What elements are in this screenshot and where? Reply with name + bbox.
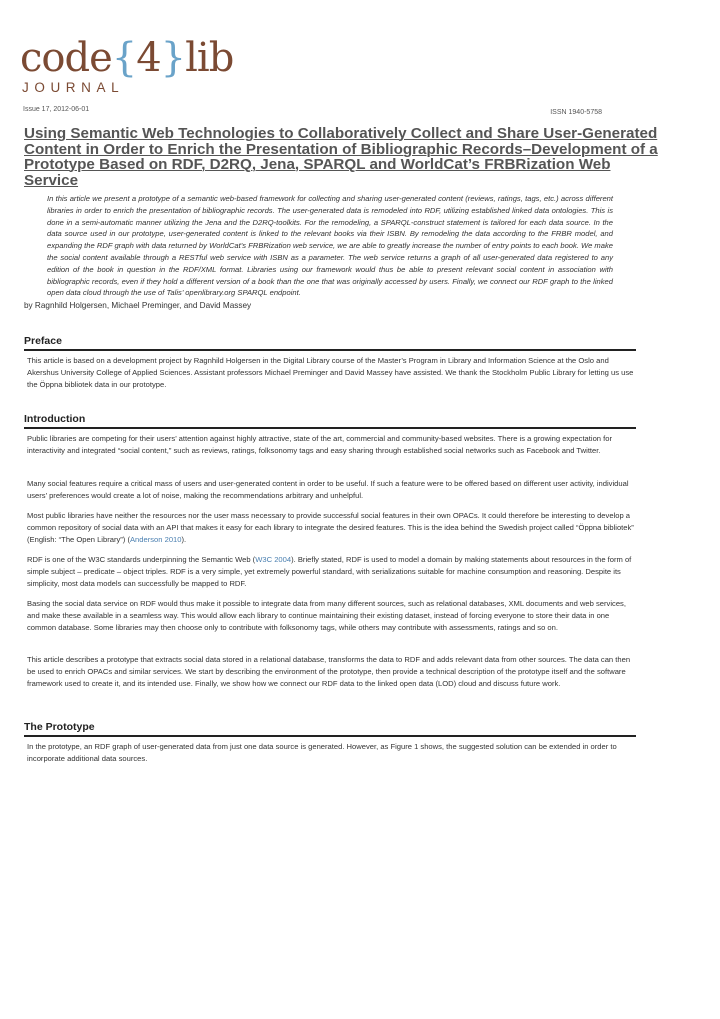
logo-wordmark: code{4}lib xyxy=(20,35,234,81)
paragraph: Most public libraries have neither the resources nor the user mass necessary to provide successful social features in their own OPACs. It could therefore be interesting to develop a common repository of social data with an API that makes it easy for each library to integrate the desired features. This is the idea behind the Swedish project called “Öppna bibliotek” (English: “The Open Library”) (Anderson 2010). xyxy=(27,511,634,544)
byline: by Ragnhild Holgersen, Michael Preminger, and David Massey xyxy=(24,301,252,310)
paragraph: RDF is one of the W3C standards underpinning the Semantic Web (W3C 2004). Briefly stated, RDF is used to model a domain by making statements about resources in the form of simple subject – predicate – object triples. RDF is a very simple, yet extremely powerful standard, with serializations suitable for machine consumption and reasoning. Despite its simplicity, most data models can successfully be mapped to RDF. xyxy=(27,555,632,588)
paragraph: This article describes a prototype that extracts social data stored in a relational database, transforms the data to RDF and adds relevant data from other sources. The data can then be used to enrich OPACs and similar services. We start by describing the environment of the prototype, then provide a technical description of the prototype itself and the software framework used to create it, and its intended use. Finally, we show how we connect our RDF data to the linked open data (LOD) cloud and discuss future work. xyxy=(27,655,631,688)
issn: ISSN 1940-5758 xyxy=(550,109,602,116)
citation-link-w3c[interactable]: W3C 2004 xyxy=(255,555,292,564)
abstract: In this article we present a prototype of a semantic web-based framework for collecting and sharing user-generated content (reviews, ratings, tags, etc.) across different libraries in order to enrich the presentation of bibliographic records. The user-generated data is remodeled into RDF, utilizing established linked data ontologies. This is done in a semi-automatic manner utilizing the Jena and the D2RQ-toolkits. For the remodeling, a SPARQL-construct statement is tailored for each data source. In the data source used in our prototype, user-generated content is linked to the relevant books via their ISBN. By remodeling the data according to the FRBR model, and expanding the RDF graph with data returned by WorldCat’s FRBRization web service, we are able to greatly increase the number of entry points to each book. We make the social content available through a RESTful web service with ISBN as a parameter. The web service returns a graph of all user-generated data registered to any edition of the book in question in the RDF/XML format. Libraries using our framework would thus be able to present relevant social content in association with bibliographic records, even if they hold a different version of a book than the one that was originally accessed by users. Finally, we connect our RDF graph to the linked open data cloud through the use of Talis’ openlibrary.org SPARQL endpoint. xyxy=(47,194,613,298)
section-heading-prototype: The Prototype xyxy=(24,721,636,737)
section-heading-preface: Preface xyxy=(24,335,636,351)
paragraph: This article is based on a development project by Ragnhild Holgersen in the Digital Library course of the Master’s Program in Library and Information Science at the Oslo and Akershus University College of Applied Sciences. Assistant professors Michael Preminger and David Massey have assisted. We thank the Stockholm Public Library for letting us use the Öppna bibliotek data in our prototype. xyxy=(27,356,634,389)
paragraph: Many social features require a critical mass of users and user-generated content in order to be useful. If such a feature were to be offered based on different user activity, individual users’ preferences would create a lot of noise, making the recommendations arbitrary and unhelpful. xyxy=(27,479,629,500)
paragraph: Public libraries are competing for their users’ attention against highly attractive, state of the art, commercial and community-based websites. There is a growing expectation for interactivity and integrated “social content,” such as reviews, ratings, folksonomy tags and easy sharing through established social networks such as Facebook and Twitter. xyxy=(27,434,613,455)
issue-date: Issue 17, 2012-06-01 xyxy=(23,106,90,113)
journal-logo[interactable] xyxy=(20,35,234,98)
citation-link-anderson[interactable]: Anderson 2010 xyxy=(129,534,182,544)
logo-subtitle: JOURNAL xyxy=(22,80,125,95)
paragraph: Basing the social data service on RDF would thus make it possible to integrate data from many different sources, such as relational databases, XML documents and web services, and make these available in a seamless way. This would allow each library to continue maintaining their existing dataset, instead of forcing everyone to store their data in one common database. Some libraries may then choose only to contribute with folksonomy tags, while others may contribute with assessments, ratings and so on. xyxy=(27,599,626,632)
section-heading-introduction: Introduction xyxy=(24,413,636,429)
article-title[interactable]: Using Semantic Web Technologies to Collaboratively Collect and Share User-Generated Content in Order to Enrich the Presentation of Bibliographic Records–Development of a Prototype Based on RDF, D2RQ, Jena, SPARQL and WorldCat’s FRBRization Web Service xyxy=(24,125,658,189)
paragraph: In the prototype, an RDF graph of user-generated data from just one data source is generated. However, as Figure 1 shows, the suggested solution can be extended in order to incorporate additional data sources. xyxy=(27,742,617,763)
